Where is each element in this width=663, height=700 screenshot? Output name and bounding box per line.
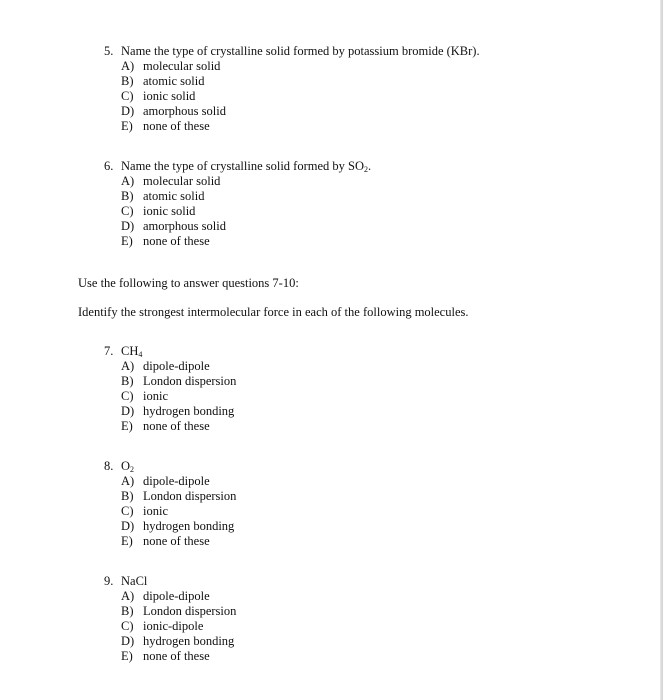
option-b: B) atomic solid (121, 74, 205, 88)
option-e: E) none of these (121, 649, 210, 663)
question-7-prompt (104, 344, 236, 359)
question-5 (104, 44, 480, 134)
question-8-prompt (104, 459, 236, 474)
option-e: E) none of these (121, 419, 210, 433)
question-text: Name the type of crystalline solid formed by potassium bromide (KBr). (121, 44, 480, 58)
question-6-prompt: 6. Name the type of crystalline solid formed by $SO_2$. (104, 159, 372, 174)
option-c: C) ionic solid (121, 89, 196, 103)
answer-options (121, 59, 480, 134)
option-a: A) molecular solid (121, 174, 221, 188)
option-d: D) amorphous solid (121, 219, 226, 233)
question-9-prompt (104, 574, 236, 589)
option-d: D) hydrogen bonding (121, 519, 235, 533)
question-number: 5. (104, 44, 114, 58)
option-a: A) dipole-dipole (121, 359, 210, 373)
option-a: A) molecular solid (121, 59, 221, 73)
question-number: 8. (104, 459, 114, 473)
option-b: B) London dispersion (121, 374, 237, 388)
option-c: C) ionic (121, 389, 168, 403)
question-9 (104, 574, 236, 664)
instructions-use-following: Use the following to answer questions 7-10: (78, 276, 299, 290)
question-number: 9. (104, 574, 114, 588)
formula: NaCl (121, 574, 148, 588)
option-e: E) none of these (121, 234, 210, 248)
subscript: 4 (138, 350, 143, 359)
option-b: B) atomic solid (121, 189, 205, 203)
formula: CH (121, 344, 139, 358)
option-a: A) dipole-dipole (121, 589, 210, 603)
option-b: B) London dispersion (121, 604, 237, 618)
option-e: E) none of these (121, 119, 210, 133)
option-a: A) dipole-dipole (121, 474, 210, 488)
question-7 (104, 344, 236, 434)
option-d: D) amorphous solid (121, 104, 226, 118)
option-e: E) none of these (121, 534, 210, 548)
option-c: C) ionic-dipole (121, 619, 204, 633)
question-number: 7. (104, 344, 114, 358)
question-text: Name the type of crystalline solid formed by SO (121, 159, 364, 173)
subscript: 2 (130, 465, 135, 474)
option-c: C) ionic (121, 504, 168, 518)
answer-options (121, 359, 236, 434)
formula: O (121, 459, 131, 473)
subscript: 2 (364, 165, 368, 174)
instructions-identify: Identify the strongest intermolecular force in each of the following molecules. (78, 305, 469, 319)
answer-options (121, 589, 236, 664)
question-5-prompt (104, 44, 480, 59)
answer-options (121, 474, 236, 549)
option-b: B) London dispersion (121, 489, 237, 503)
option-d: D) hydrogen bonding (121, 634, 235, 648)
question-number: 6. (104, 159, 114, 173)
option-d: D) hydrogen bonding (121, 404, 235, 418)
option-c: C) ionic solid (121, 204, 196, 218)
question-8 (104, 459, 236, 549)
answer-options (121, 174, 371, 249)
question-6 (104, 159, 371, 249)
